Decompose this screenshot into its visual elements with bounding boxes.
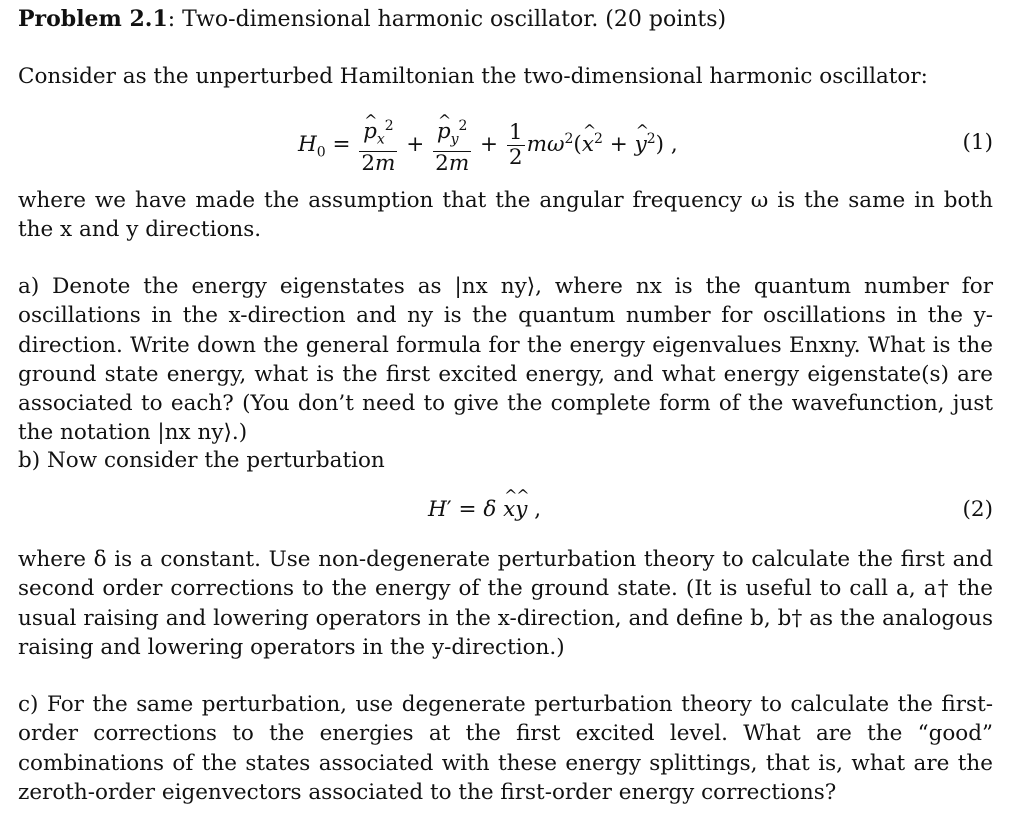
problem-title — [18, 6, 726, 32]
part-b-intro: b) Now consider the perturbation — [18, 448, 385, 473]
part-a-text: a) Denote the energy eigenstates as |nx ny⟩, where nx is the quantum number for oscillations in the x-direction and ny is the quantum number for oscillations in the y-direction. Write down the general formula for the energy eigenvalues Enxny. What is the ground state energy, what is the first excited energy, and what energy eigenstate(s) are associated to each? (You don’t need to give the complete form of the wavefunction, just the notation |nx ny⟩.) — [18, 274, 993, 446]
problem-title-text: : Two-dimensional harmonic oscillator. (20 points) — [167, 7, 727, 32]
equation-2-number: (2) — [962, 497, 993, 522]
problem-label: Problem 2.1 — [18, 6, 168, 32]
hamiltonian-expression: $H_0$ = ^ $\frac{p_x^2}{2m}$ + ^ $\frac{p_y^2}{2m}$ + $\frac{1}{2}$ $m\omega^2(\^{}$ $x^2$ + ^ $y^2$) , — [298, 114, 678, 176]
part-b-text: where δ is a constant. Use non-degenerate perturbation theory to calculate the first and second order corrections to the energy of the ground state. (It is useful to call a, a† the usual raising and lowering operators in the x-direction, and define b, b† as the analogous raising and lowering operators in the y-direction.) — [18, 547, 993, 660]
part-c-text: c) For the same perturbation, use degenerate perturbation theory to calculate the first-order corrections to the energies at the first excited level. What are the “good” combinations of the states associated with these energy splittings, that is, what are the zeroth-order eigenvectors associated to the first-order energy corrections? — [18, 692, 993, 805]
equation-2 — [18, 493, 993, 529]
equation-1 — [18, 112, 993, 177]
intro-text: Consider as the unperturbed Hamiltonian the two-dimensional harmonic oscillator: — [18, 64, 928, 89]
after-eq1-text: where we have made the assumption that the angular frequency ω is the same in both the x and y directions. — [18, 188, 993, 243]
equation-1-number: (1) — [962, 130, 993, 155]
perturbation-expression: H′ = δ ^ x^ y , — [428, 497, 541, 522]
